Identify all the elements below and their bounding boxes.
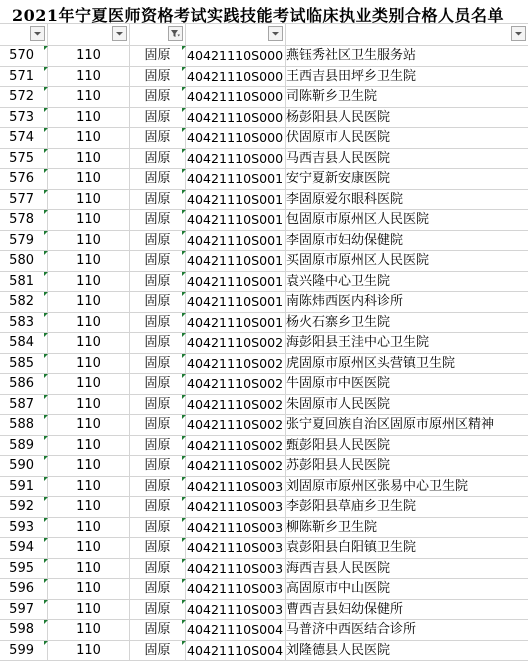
error-indicator-icon [182, 46, 186, 50]
code-cell[interactable]: 110 [48, 456, 130, 476]
error-indicator-icon [182, 292, 186, 296]
filter-button-col-5[interactable] [511, 26, 526, 41]
error-indicator-icon [44, 67, 48, 71]
code-cell[interactable]: 110 [48, 149, 130, 169]
name-workplace-cell[interactable]: 苏彭阳县人民医院 [286, 456, 528, 476]
name-workplace-cell[interactable]: 南陈炜西医内科诊所 [286, 292, 528, 312]
table-row[interactable] [0, 456, 528, 477]
table-row[interactable] [0, 620, 528, 641]
exam-id-cell[interactable]: 40421110S003 [186, 497, 286, 517]
code-cell[interactable]: 110 [48, 108, 130, 128]
dropdown-arrow-icon [32, 28, 43, 39]
exam-id-cell[interactable]: 40421110S001 [186, 210, 286, 230]
code-cell[interactable]: 110 [48, 641, 130, 661]
row-number-cell[interactable]: 599 [0, 641, 48, 661]
exam-id-cell[interactable]: 40421110S001 [186, 190, 286, 210]
error-indicator-icon [182, 620, 186, 624]
error-indicator-icon [44, 190, 48, 194]
row-number-cell[interactable]: 596 [0, 579, 48, 599]
table-row[interactable] [0, 436, 528, 457]
row-number-cell[interactable]: 581 [0, 272, 48, 292]
code-cell[interactable]: 110 [48, 436, 130, 456]
exam-id-cell[interactable]: 40421110S001 [186, 272, 286, 292]
table-row[interactable] [0, 231, 528, 252]
code-cell[interactable]: 110 [48, 313, 130, 333]
table-row[interactable] [0, 641, 528, 661]
error-indicator-icon [182, 313, 186, 317]
error-indicator-icon [44, 620, 48, 624]
error-indicator-icon [182, 108, 186, 112]
error-indicator-icon [44, 538, 48, 542]
error-indicator-icon [44, 231, 48, 235]
row-number-cell[interactable]: 570 [0, 46, 48, 66]
error-indicator-icon [182, 333, 186, 337]
name-workplace-cell[interactable]: 甄彭阳县人民医院 [286, 436, 528, 456]
table-row[interactable] [0, 600, 528, 621]
row-number-cell[interactable]: 598 [0, 620, 48, 640]
name-workplace-cell[interactable]: 买固原市原州区人民医院 [286, 251, 528, 271]
region-cell[interactable]: 固原 [130, 333, 186, 353]
exam-id-cell[interactable]: 40421110S000 [186, 87, 286, 107]
table-row[interactable] [0, 477, 528, 498]
table-row[interactable] [0, 354, 528, 375]
name-workplace-cell[interactable]: 安宁夏新安康医院 [286, 169, 528, 189]
row-number-cell[interactable]: 586 [0, 374, 48, 394]
error-indicator-icon [182, 518, 186, 522]
region-cell[interactable]: 固原 [130, 354, 186, 374]
table-row[interactable] [0, 559, 528, 580]
code-cell[interactable]: 110 [48, 67, 130, 87]
code-cell[interactable]: 110 [48, 620, 130, 640]
row-number-cell[interactable]: 587 [0, 395, 48, 415]
table-row[interactable] [0, 251, 528, 272]
region-cell[interactable]: 固原 [130, 497, 186, 517]
code-cell[interactable]: 110 [48, 354, 130, 374]
title-row [0, 0, 528, 24]
region-cell[interactable]: 固原 [130, 374, 186, 394]
region-cell[interactable]: 固原 [130, 169, 186, 189]
exam-id-cell[interactable]: 40421110S003 [186, 518, 286, 538]
row-number-cell[interactable]: 571 [0, 67, 48, 87]
code-cell[interactable]: 110 [48, 251, 130, 271]
code-cell[interactable]: 110 [48, 518, 130, 538]
error-indicator-icon [44, 374, 48, 378]
row-number-cell[interactable]: 588 [0, 415, 48, 435]
filter-button-col-4[interactable] [268, 26, 283, 41]
table-row[interactable] [0, 190, 528, 211]
region-cell[interactable]: 固原 [130, 190, 186, 210]
header-cell-2 [48, 23, 130, 45]
name-workplace-cell[interactable]: 曹西吉县妇幼保健所 [286, 600, 528, 620]
table-row[interactable] [0, 149, 528, 170]
exam-id-cell[interactable]: 40421110S003 [186, 600, 286, 620]
region-cell[interactable]: 固原 [130, 600, 186, 620]
code-cell[interactable]: 110 [48, 497, 130, 517]
error-indicator-icon [44, 456, 48, 460]
table-row[interactable] [0, 579, 528, 600]
error-indicator-icon [44, 46, 48, 50]
header-cell-1 [0, 23, 48, 45]
name-workplace-cell[interactable]: 燕钰秀社区卫生服务站 [286, 46, 528, 66]
dropdown-arrow-icon [270, 28, 281, 39]
error-indicator-icon [44, 149, 48, 153]
error-indicator-icon [182, 190, 186, 194]
header-cell-5 [286, 23, 528, 45]
code-cell[interactable]: 110 [48, 292, 130, 312]
region-cell[interactable]: 固原 [130, 395, 186, 415]
name-workplace-cell[interactable]: 刘隆德县人民医院 [286, 641, 528, 661]
row-number-cell[interactable]: 592 [0, 497, 48, 517]
name-workplace-cell[interactable]: 刘固原市原州区张易中心卫生院 [286, 477, 528, 497]
region-cell[interactable]: 固原 [130, 128, 186, 148]
error-indicator-icon [182, 67, 186, 71]
region-cell[interactable]: 固原 [130, 272, 186, 292]
region-cell[interactable]: 固原 [130, 210, 186, 230]
table-row[interactable] [0, 395, 528, 416]
exam-id-cell[interactable]: 40421110S001 [186, 292, 286, 312]
error-indicator-icon [44, 169, 48, 173]
table-row[interactable] [0, 108, 528, 129]
row-number-cell[interactable]: 578 [0, 210, 48, 230]
region-cell[interactable]: 固原 [130, 518, 186, 538]
exam-id-cell[interactable]: 40421110S001 [186, 231, 286, 251]
row-number-cell[interactable]: 580 [0, 251, 48, 271]
region-cell[interactable]: 固原 [130, 477, 186, 497]
exam-id-cell[interactable]: 40421110S003 [186, 538, 286, 558]
table-row[interactable] [0, 67, 528, 88]
filter-button-col-3-active[interactable] [168, 26, 183, 41]
row-number-cell[interactable]: 594 [0, 538, 48, 558]
code-cell[interactable]: 110 [48, 169, 130, 189]
exam-id-cell[interactable]: 40421110S002 [186, 456, 286, 476]
error-indicator-icon [182, 477, 186, 481]
region-cell[interactable]: 固原 [130, 46, 186, 66]
row-number-cell[interactable]: 584 [0, 333, 48, 353]
table-row[interactable] [0, 272, 528, 293]
table-row[interactable] [0, 210, 528, 231]
region-cell[interactable]: 固原 [130, 251, 186, 271]
exam-id-cell[interactable]: 40421110S000 [186, 46, 286, 66]
row-number-cell[interactable]: 595 [0, 559, 48, 579]
error-indicator-icon [182, 497, 186, 501]
error-indicator-icon [44, 87, 48, 91]
name-workplace-cell[interactable]: 杨火石寨乡卫生院 [286, 313, 528, 333]
name-workplace-cell[interactable]: 杨彭阳县人民医院 [286, 108, 528, 128]
exam-id-cell[interactable]: 40421110S002 [186, 354, 286, 374]
code-cell[interactable]: 110 [48, 600, 130, 620]
row-number-cell[interactable]: 577 [0, 190, 48, 210]
filter-funnel-icon [170, 28, 181, 39]
error-indicator-icon [182, 579, 186, 583]
header-cell-4 [186, 23, 286, 45]
name-workplace-cell[interactable]: 包固原市原州区人民医院 [286, 210, 528, 230]
code-cell[interactable]: 110 [48, 579, 130, 599]
name-workplace-cell[interactable]: 马普济中西医结合诊所 [286, 620, 528, 640]
name-workplace-cell[interactable]: 牛固原市中医医院 [286, 374, 528, 394]
exam-id-cell[interactable]: 40421110S003 [186, 477, 286, 497]
code-cell[interactable]: 110 [48, 538, 130, 558]
exam-id-cell[interactable]: 40421110S002 [186, 415, 286, 435]
table-row[interactable] [0, 46, 528, 67]
error-indicator-icon [44, 579, 48, 583]
code-cell[interactable]: 110 [48, 395, 130, 415]
table-row[interactable] [0, 415, 528, 436]
name-workplace-cell[interactable]: 李固原爱尔眼科医院 [286, 190, 528, 210]
error-indicator-icon [44, 477, 48, 481]
error-indicator-icon [182, 87, 186, 91]
region-cell[interactable]: 固原 [130, 108, 186, 128]
name-workplace-cell[interactable]: 李彭阳县草庙乡卫生院 [286, 497, 528, 517]
region-cell[interactable]: 固原 [130, 67, 186, 87]
name-workplace-cell[interactable]: 司陈靳乡卫生院 [286, 87, 528, 107]
error-indicator-icon [182, 559, 186, 563]
error-indicator-icon [44, 641, 48, 645]
code-cell[interactable]: 110 [48, 128, 130, 148]
exam-id-cell[interactable]: 40421110S001 [186, 313, 286, 333]
code-cell[interactable]: 110 [48, 87, 130, 107]
code-cell[interactable]: 110 [48, 46, 130, 66]
error-indicator-icon [44, 600, 48, 604]
code-cell[interactable]: 110 [48, 190, 130, 210]
code-cell[interactable]: 110 [48, 477, 130, 497]
error-indicator-icon [182, 210, 186, 214]
dropdown-arrow-icon [114, 28, 125, 39]
error-indicator-icon [44, 559, 48, 563]
region-cell[interactable]: 固原 [130, 641, 186, 661]
error-indicator-icon [44, 251, 48, 255]
region-cell[interactable]: 固原 [130, 559, 186, 579]
error-indicator-icon [182, 251, 186, 255]
exam-id-cell[interactable]: 40421110S000 [186, 67, 286, 87]
error-indicator-icon [182, 128, 186, 132]
name-workplace-cell[interactable]: 张宁夏回族自治区固原市原州区精神 [286, 415, 528, 435]
exam-id-cell[interactable]: 40421110S001 [186, 169, 286, 189]
error-indicator-icon [182, 641, 186, 645]
error-indicator-icon [182, 456, 186, 460]
region-cell[interactable]: 固原 [130, 87, 186, 107]
code-cell[interactable]: 110 [48, 272, 130, 292]
error-indicator-icon [44, 497, 48, 501]
error-indicator-icon [182, 354, 186, 358]
table-row[interactable] [0, 333, 528, 354]
name-workplace-cell[interactable]: 李固原市妇幼保健院 [286, 231, 528, 251]
table-row[interactable] [0, 497, 528, 518]
filter-button-col-2[interactable] [112, 26, 127, 41]
code-cell[interactable]: 110 [48, 210, 130, 230]
code-cell[interactable]: 110 [48, 415, 130, 435]
table-row[interactable] [0, 374, 528, 395]
row-number-cell[interactable]: 573 [0, 108, 48, 128]
error-indicator-icon [44, 518, 48, 522]
table-row[interactable] [0, 128, 528, 149]
sheet-title: 2021年宁夏医师资格考试实践技能考试临床执业类别合格人员名单 [12, 3, 504, 26]
name-workplace-cell[interactable]: 高固原市中山医院 [286, 579, 528, 599]
code-cell[interactable]: 110 [48, 559, 130, 579]
region-cell[interactable]: 固原 [130, 313, 186, 333]
error-indicator-icon [182, 538, 186, 542]
filter-button-col-1[interactable] [30, 26, 45, 41]
name-workplace-cell[interactable]: 马西吉县人民医院 [286, 149, 528, 169]
error-indicator-icon [44, 128, 48, 132]
exam-id-cell[interactable]: 40421110S003 [186, 579, 286, 599]
row-number-cell[interactable]: 575 [0, 149, 48, 169]
region-cell[interactable]: 固原 [130, 149, 186, 169]
table-row[interactable] [0, 169, 528, 190]
region-cell[interactable]: 固原 [130, 579, 186, 599]
row-number-cell[interactable]: 572 [0, 87, 48, 107]
error-indicator-icon [44, 313, 48, 317]
exam-id-cell[interactable]: 40421110S004 [186, 641, 286, 661]
name-workplace-cell[interactable]: 海彭阳县王洼中心卫生院 [286, 333, 528, 353]
error-indicator-icon [182, 272, 186, 276]
exam-id-cell[interactable]: 40421110S002 [186, 333, 286, 353]
error-indicator-icon [182, 395, 186, 399]
row-number-cell[interactable]: 593 [0, 518, 48, 538]
error-indicator-icon [182, 169, 186, 173]
row-number-cell[interactable]: 582 [0, 292, 48, 312]
table-row[interactable] [0, 313, 528, 334]
header-cell-3 [130, 23, 186, 45]
region-cell[interactable]: 固原 [130, 436, 186, 456]
table-row[interactable] [0, 518, 528, 539]
region-cell[interactable]: 固原 [130, 231, 186, 251]
name-workplace-cell[interactable]: 伏固原市人民医院 [286, 128, 528, 148]
error-indicator-icon [44, 354, 48, 358]
exam-id-cell[interactable]: 40421110S000 [186, 108, 286, 128]
exam-id-cell[interactable]: 40421110S003 [186, 559, 286, 579]
dropdown-arrow-icon [513, 28, 524, 39]
error-indicator-icon [182, 374, 186, 378]
error-indicator-icon [44, 415, 48, 419]
region-cell[interactable]: 固原 [130, 456, 186, 476]
row-number-cell[interactable]: 589 [0, 436, 48, 456]
error-indicator-icon [182, 415, 186, 419]
row-number-cell[interactable]: 590 [0, 456, 48, 476]
region-cell[interactable]: 固原 [130, 538, 186, 558]
exam-id-cell[interactable]: 40421110S002 [186, 374, 286, 394]
name-workplace-cell[interactable]: 袁兴隆中心卫生院 [286, 272, 528, 292]
error-indicator-icon [182, 436, 186, 440]
name-workplace-cell[interactable]: 柳陈靳乡卫生院 [286, 518, 528, 538]
row-number-cell[interactable]: 579 [0, 231, 48, 251]
code-cell[interactable]: 110 [48, 374, 130, 394]
row-number-cell[interactable]: 574 [0, 128, 48, 148]
region-cell[interactable]: 固原 [130, 415, 186, 435]
error-indicator-icon [182, 600, 186, 604]
error-indicator-icon [44, 108, 48, 112]
exam-id-cell[interactable]: 40421110S001 [186, 251, 286, 271]
exam-id-cell[interactable]: 40421110S000 [186, 149, 286, 169]
name-workplace-cell[interactable]: 虎固原市原州区头营镇卫生院 [286, 354, 528, 374]
error-indicator-icon [44, 436, 48, 440]
error-indicator-icon [44, 292, 48, 296]
table-row[interactable] [0, 292, 528, 313]
header-row [0, 23, 528, 46]
error-indicator-icon [44, 395, 48, 399]
name-workplace-cell[interactable]: 朱固原市人民医院 [286, 395, 528, 415]
row-number-cell[interactable]: 597 [0, 600, 48, 620]
table-row[interactable] [0, 87, 528, 108]
exam-id-cell[interactable]: 40421110S002 [186, 395, 286, 415]
error-indicator-icon [44, 210, 48, 214]
name-workplace-cell[interactable]: 海西吉县人民医院 [286, 559, 528, 579]
error-indicator-icon [44, 333, 48, 337]
name-workplace-cell[interactable]: 王西吉县田坪乡卫生院 [286, 67, 528, 87]
row-number-cell[interactable]: 591 [0, 477, 48, 497]
error-indicator-icon [182, 149, 186, 153]
code-cell[interactable]: 110 [48, 333, 130, 353]
region-cell[interactable]: 固原 [130, 620, 186, 640]
row-number-cell[interactable]: 583 [0, 313, 48, 333]
table-row[interactable] [0, 538, 528, 559]
code-cell[interactable]: 110 [48, 231, 130, 251]
exam-id-cell[interactable]: 40421110S002 [186, 436, 286, 456]
error-indicator-icon [182, 231, 186, 235]
row-number-cell[interactable]: 576 [0, 169, 48, 189]
table-body [0, 46, 528, 661]
row-number-cell[interactable]: 585 [0, 354, 48, 374]
exam-id-cell[interactable]: 40421110S004 [186, 620, 286, 640]
region-cell[interactable]: 固原 [130, 292, 186, 312]
exam-id-cell[interactable]: 40421110S000 [186, 128, 286, 148]
name-workplace-cell[interactable]: 袁彭阳县白阳镇卫生院 [286, 538, 528, 558]
error-indicator-icon [44, 272, 48, 276]
